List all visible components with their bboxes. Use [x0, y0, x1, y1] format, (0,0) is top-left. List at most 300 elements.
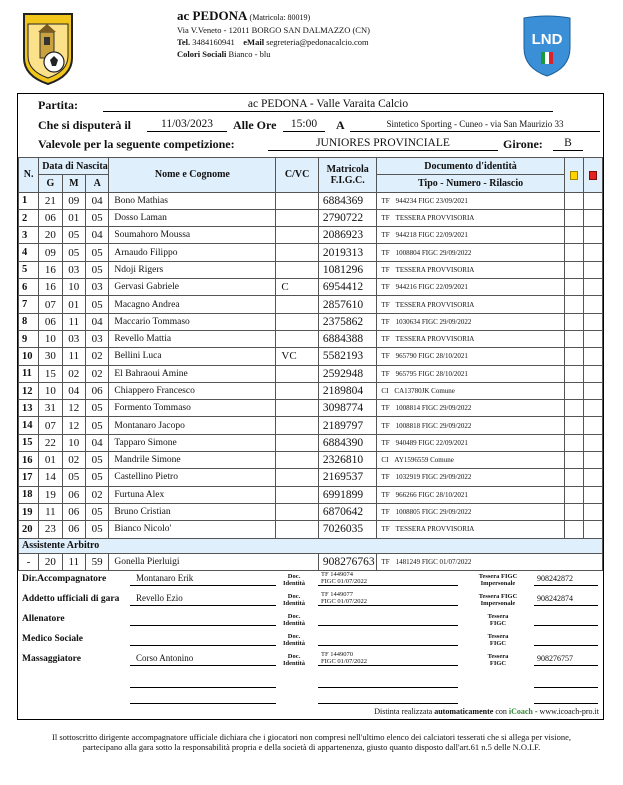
tessera-label-1: Tessera FIGC: [478, 573, 518, 580]
doc-type: TF: [381, 196, 390, 205]
birth-month: 10: [62, 279, 85, 296]
club-name: ac PEDONA: [177, 8, 248, 23]
red-card-cell: [583, 469, 602, 486]
doc-type: CI: [381, 456, 389, 465]
player-name: Tapparo Simone: [109, 434, 276, 451]
staff-section: [18, 566, 603, 696]
row-number: 20: [19, 521, 39, 538]
doc-value: 1481249 FIGC 01/07/2022: [395, 557, 472, 566]
doc-id-2: Identità: [283, 620, 306, 627]
staff-row: [18, 610, 603, 632]
doc-value: CA13780JK Comune: [394, 387, 455, 395]
disclaimer-line-1: Il sottoscritto dirigente accompagnatore ufficiale dichiara che i giocatori non compresi nell'ultimo elenco dei calciatori tesserati che si allega per visione,: [52, 732, 571, 742]
player-document: [377, 382, 564, 399]
player-matricola: 6954412: [318, 279, 377, 296]
player-matricola: 2790722: [318, 209, 377, 226]
table-row: [19, 192, 603, 209]
red-card-cell: [583, 434, 602, 451]
doc-type: TF: [381, 317, 390, 326]
doc-type: TF: [381, 283, 390, 292]
birth-year: 05: [85, 521, 108, 538]
yellow-card-cell: [564, 503, 583, 520]
player-name: Furtuna Alex: [109, 486, 276, 503]
birth-month: 12: [62, 417, 85, 434]
yellow-card-cell: [564, 382, 583, 399]
row-number: 1: [19, 192, 39, 209]
player-name: Maccario Tommaso: [109, 313, 276, 330]
table-row: [19, 227, 603, 244]
credit-line: [374, 707, 599, 716]
birth-year: 05: [85, 417, 108, 434]
captain-mark: [276, 209, 319, 226]
table-row: [19, 279, 603, 296]
yellow-card-cell: [564, 521, 583, 538]
captain-mark: [276, 227, 319, 244]
player-document: [377, 244, 564, 261]
doc-type: TF: [381, 404, 390, 413]
header-a: A: [85, 175, 108, 192]
tessera-label-1: Tessera: [487, 653, 509, 660]
birth-month: 06: [62, 486, 85, 503]
venue-field: Sintetico Sporting - Cuneo - via San Maurizio 33: [350, 118, 600, 132]
birth-day: 16: [39, 279, 62, 296]
birth-year: 05: [85, 400, 108, 417]
doc-value: 944216 FIGC 22/09/2021: [395, 283, 468, 292]
colori-label: Colori Sociali: [177, 49, 227, 59]
doc-value: 966266 FIGC 28/10/2021: [395, 490, 468, 499]
player-document: [377, 400, 564, 417]
staff-name: Montanaro Erik: [130, 572, 276, 586]
captain-mark: [276, 486, 319, 503]
tessera-label-1: Tessera FIGC: [478, 593, 518, 600]
player-matricola: 2592948: [318, 365, 377, 382]
player-document: [377, 209, 564, 226]
players-body: [19, 192, 603, 570]
doc-type: TF: [381, 265, 390, 274]
doc-type: CI: [381, 387, 389, 395]
birth-day: 16: [39, 261, 62, 278]
yellow-card-cell: [564, 469, 583, 486]
table-row: [19, 261, 603, 278]
captain-mark: [276, 503, 319, 520]
birth-year: 05: [85, 244, 108, 261]
table-row: [19, 313, 603, 330]
birth-day: 23: [39, 521, 62, 538]
player-document: [377, 469, 564, 486]
yellow-card-cell: [564, 452, 583, 469]
player-matricola: 3098774: [318, 400, 377, 417]
table-row: [19, 503, 603, 520]
header-birthdate: Data di Nascita: [39, 158, 109, 175]
red-card-cell: [583, 209, 602, 226]
staff-doc: [318, 652, 458, 666]
doc-value: 1008818 FIGC 29/09/2022: [395, 421, 472, 430]
red-card-cell: [583, 521, 602, 538]
email-label: eMail: [243, 37, 265, 47]
birth-month: 12: [62, 400, 85, 417]
competition-label: Valevole per la seguente competizione:: [38, 137, 235, 151]
red-card-cell: [583, 279, 602, 296]
birth-day: 11: [39, 503, 62, 520]
player-name: Macagno Andrea: [109, 296, 276, 313]
yellow-card-cell: [564, 279, 583, 296]
player-name: Chiappero Francesco: [109, 382, 276, 399]
club-tel: 3484160941: [192, 37, 235, 47]
staff-row: [18, 630, 603, 652]
tessera-label-2: Impersonale: [480, 600, 516, 607]
row-number: 11: [19, 365, 39, 382]
birth-year: 05: [85, 452, 108, 469]
player-matricola: 2375862: [318, 313, 377, 330]
doc-value: TESSERA PROVVISORIA: [395, 300, 475, 309]
player-document: [377, 348, 564, 365]
staff-label: Medico Sociale: [22, 634, 83, 644]
player-matricola: 5582193: [318, 348, 377, 365]
player-matricola: 1081296: [318, 261, 377, 278]
player-document: [377, 503, 564, 520]
table-row: [19, 382, 603, 399]
row-number: 12: [19, 382, 39, 399]
staff-tessera: 908242872: [534, 572, 598, 586]
birth-year: 04: [85, 313, 108, 330]
birth-year: 05: [85, 261, 108, 278]
club-info: [177, 10, 370, 60]
player-name: El Bahraoui Amine: [109, 365, 276, 382]
birth-day: 22: [39, 434, 62, 451]
captain-mark: [276, 296, 319, 313]
header-matricola: [318, 158, 377, 193]
time-field: 15:00: [283, 118, 325, 132]
player-document: [377, 452, 564, 469]
player-name: Soumahoro Moussa: [109, 227, 276, 244]
yellow-card-cell: [564, 417, 583, 434]
staff-doc-1: TF 1449074: [321, 571, 353, 578]
birth-day: 01: [39, 452, 62, 469]
blank-line-name: [130, 674, 276, 688]
staff-doc-1: TF 1449070: [321, 651, 353, 658]
red-card-cell: [583, 400, 602, 417]
captain-mark: [276, 452, 319, 469]
player-document: [377, 434, 564, 451]
birth-year: 05: [85, 209, 108, 226]
doc-type: TF: [381, 525, 390, 534]
player-name: Ndoji Rigers: [109, 261, 276, 278]
club-email: segreteria@pedonacalcio.com: [266, 37, 369, 47]
row-number: 18: [19, 486, 39, 503]
girone-label: Girone:: [503, 137, 543, 151]
birth-year: 02: [85, 486, 108, 503]
staff-doc: [318, 572, 458, 586]
player-document: [377, 417, 564, 434]
player-matricola: 6870642: [318, 503, 377, 520]
tel-label: Tel.: [177, 37, 191, 47]
captain-mark: [276, 417, 319, 434]
tessera-label: [464, 573, 532, 587]
doc-type: TF: [381, 248, 390, 257]
table-row: [19, 452, 603, 469]
table-row: [19, 365, 603, 382]
doc-id-label: [283, 633, 305, 647]
player-document: [377, 261, 564, 278]
red-card-cell: [583, 503, 602, 520]
birth-month: 11: [62, 553, 85, 570]
date-label: Che si disputerà il: [38, 118, 132, 132]
staff-name: Corso Antonino: [130, 652, 276, 666]
row-number: -: [19, 553, 39, 570]
player-document: [377, 521, 564, 538]
table-row: [19, 348, 603, 365]
player-document: [377, 313, 564, 330]
birth-day: 19: [39, 486, 62, 503]
doc-id-label: [283, 653, 305, 667]
doc-value: TESSERA PROVVISORIA: [395, 265, 475, 274]
doc-value: TESSERA PROVVISORIA: [395, 214, 475, 223]
staff-row: [18, 650, 603, 672]
birth-month: 10: [62, 434, 85, 451]
player-document: [377, 279, 564, 296]
players-table: [18, 157, 603, 571]
captain-mark: [276, 313, 319, 330]
staff-doc-2: FIGC 01/07/2022: [321, 577, 368, 585]
captain-mark: [276, 244, 319, 261]
row-number: 13: [19, 400, 39, 417]
player-name: Formento Tommaso: [109, 400, 276, 417]
doc-value: 944234 FIGC 23/09/2021: [395, 196, 468, 205]
birth-day: 06: [39, 209, 62, 226]
credit-con: con: [495, 707, 507, 716]
table-row: [19, 521, 603, 538]
partita-label: Partita:: [38, 98, 78, 112]
doc-id-label: [283, 593, 305, 607]
staff-row: [18, 570, 603, 592]
header-n: N.: [19, 158, 39, 193]
table-row: [19, 296, 603, 313]
row-number: 9: [19, 330, 39, 347]
player-document: [377, 296, 564, 313]
red-card-cell: [583, 296, 602, 313]
birth-day: 21: [39, 192, 62, 209]
player-matricola: 6991899: [318, 486, 377, 503]
birth-day: 09: [39, 244, 62, 261]
staff-doc: [318, 612, 458, 626]
row-number: 19: [19, 503, 39, 520]
birth-year: 04: [85, 227, 108, 244]
header-yellow: [564, 158, 583, 193]
birth-day: 20: [39, 553, 62, 570]
club-matricola: (Matricola: 80019): [249, 13, 311, 22]
lnd-text: LND: [531, 31, 563, 48]
yellow-card-cell: [564, 348, 583, 365]
birth-month: 04: [62, 382, 85, 399]
red-card-cell: [583, 227, 602, 244]
row-number: 2: [19, 209, 39, 226]
header-matricola-2: F.I.G.C.: [330, 174, 365, 186]
doc-value: 1008805 FIGC 29/09/2022: [395, 508, 472, 517]
birth-year: 03: [85, 279, 108, 296]
competition-field: JUNIORES PROVINCIALE: [268, 137, 498, 151]
captain-mark: [276, 400, 319, 417]
club-crest-icon: [20, 10, 76, 86]
birth-day: 06: [39, 313, 62, 330]
doc-type: TF: [381, 438, 390, 447]
row-number: 10: [19, 348, 39, 365]
birth-year: 04: [85, 192, 108, 209]
doc-value: 965795 FIGC 28/10/2021: [395, 369, 468, 378]
blank-line-tess: [534, 674, 598, 688]
doc-id-2: Identità: [283, 580, 306, 587]
staff-doc: [318, 592, 458, 606]
date-field: 11/03/2023: [147, 118, 227, 132]
red-card-cell: [583, 261, 602, 278]
red-card-cell: [583, 452, 602, 469]
captain-mark: [276, 521, 319, 538]
doc-value: 944218 FIGC 22/09/2021: [395, 231, 468, 240]
time-label: Alle Ore: [233, 118, 277, 132]
player-document: [377, 365, 564, 382]
birth-month: 09: [62, 192, 85, 209]
birth-day: 31: [39, 400, 62, 417]
yellow-card-cell: [564, 244, 583, 261]
table-row: [19, 244, 603, 261]
doc-id-label: [283, 613, 305, 627]
partita-field: ac PEDONA - Valle Varaita Calcio: [103, 98, 553, 112]
staff-tessera: 908242874: [534, 592, 598, 606]
staff-doc: [318, 632, 458, 646]
birth-day: 15: [39, 365, 62, 382]
disclaimer-line-2: partecipano alla gara sotto la responsabilità propria e della società di appartenenza, giusto quanto disposto dall'art.61 n.5 delle N.O.I.F.: [82, 742, 541, 752]
staff-doc-1: TF 1449077: [321, 591, 353, 598]
assistente-label: Assistente Arbitro: [19, 538, 603, 553]
doc-id-2: Identità: [283, 640, 306, 647]
doc-type: TF: [381, 335, 390, 344]
row-number: 6: [19, 279, 39, 296]
player-matricola: 2019313: [318, 244, 377, 261]
birth-month: 05: [62, 469, 85, 486]
player-matricola: 7026035: [318, 521, 377, 538]
birth-day: 30: [39, 348, 62, 365]
row-number: 17: [19, 469, 39, 486]
birth-day: 20: [39, 227, 62, 244]
lnd-shield-icon: [522, 14, 572, 78]
player-name: Bianco Nicolo': [109, 521, 276, 538]
doc-value: TESSERA PROVVISORIA: [395, 525, 475, 534]
tessera-label: [464, 593, 532, 607]
table-row: [19, 417, 603, 434]
doc-type: TF: [381, 490, 390, 499]
player-document: [377, 330, 564, 347]
staff-doc-2: FIGC 01/07/2022: [321, 597, 368, 605]
row-number: 16: [19, 452, 39, 469]
row-number: 5: [19, 261, 39, 278]
captain-mark: VC: [276, 348, 319, 365]
staff-row: [18, 590, 603, 612]
birth-month: 05: [62, 244, 85, 261]
player-matricola: 6884390: [318, 434, 377, 451]
table-row: [19, 486, 603, 503]
blank-line-name: [130, 690, 276, 704]
header-red: [583, 158, 602, 193]
captain-mark: C: [276, 279, 319, 296]
header-g: G: [39, 175, 62, 192]
birth-day: 14: [39, 469, 62, 486]
doc-id-1: Doc.: [287, 573, 301, 580]
yellow-card-cell: [564, 209, 583, 226]
birth-year: 02: [85, 348, 108, 365]
doc-value: 940489 FIGC 22/09/2021: [395, 438, 468, 447]
birth-month: 06: [62, 503, 85, 520]
row-number: 7: [19, 296, 39, 313]
tessera-label: [464, 613, 532, 627]
tessera-label: [464, 653, 532, 667]
assistente-section: [19, 538, 603, 553]
yellow-card-cell: [564, 192, 583, 209]
player-name: Montanaro Jacopo: [109, 417, 276, 434]
red-card-cell: [583, 382, 602, 399]
red-card-cell: [583, 348, 602, 365]
credit-post: - www.icoach-pro.it: [534, 707, 599, 716]
staff-tessera: [534, 632, 598, 646]
captain-mark: [276, 469, 319, 486]
doc-value: 1032919 FIGC 29/09/2022: [395, 473, 472, 482]
birth-year: 05: [85, 296, 108, 313]
tessera-label-1: Tessera: [487, 633, 509, 640]
red-card-cell: [583, 330, 602, 347]
doc-value: AY1596559 Comune: [394, 456, 454, 465]
row-number: 3: [19, 227, 39, 244]
staff-name: [130, 612, 276, 626]
player-name: Castellino Pietro: [109, 469, 276, 486]
doc-type: TF: [381, 421, 390, 430]
table-row: [19, 330, 603, 347]
staff-label: Dir.Accompagnatore: [22, 574, 107, 584]
yellow-card-icon: [570, 171, 578, 180]
birth-month: 02: [62, 452, 85, 469]
player-name: Gervasi Gabriele: [109, 279, 276, 296]
birth-month: 01: [62, 209, 85, 226]
player-name: Mandrile Simone: [109, 452, 276, 469]
birth-month: 05: [62, 227, 85, 244]
birth-month: 03: [62, 330, 85, 347]
yellow-card-cell: [564, 330, 583, 347]
credit-pre: Distinta realizzata: [374, 707, 433, 716]
red-card-icon: [589, 171, 597, 180]
staff-name: Revello Ezio: [130, 592, 276, 606]
staff-label: Massaggiatore: [22, 654, 81, 664]
captain-mark: [276, 192, 319, 209]
doc-type: TF: [381, 369, 390, 378]
doc-id-1: Doc.: [287, 613, 301, 620]
yellow-card-cell: [564, 434, 583, 451]
birth-day: 10: [39, 330, 62, 347]
tessera-label-2: Impersonale: [480, 580, 516, 587]
header-m: M: [62, 175, 85, 192]
birth-year: 06: [85, 382, 108, 399]
club-colori: Bianco - blu: [228, 49, 271, 59]
tessera-label-2: FIGC: [489, 640, 507, 647]
table-row: [19, 209, 603, 226]
document-header: [0, 0, 623, 92]
yellow-card-cell: [564, 261, 583, 278]
doc-value: 1030634 FIGC 29/09/2022: [395, 317, 472, 326]
header-doc: Documento d'identità: [377, 158, 564, 175]
staff-tessera: [534, 612, 598, 626]
staff-label: Addetto ufficiali di gara: [22, 594, 120, 604]
captain-mark: [276, 330, 319, 347]
doc-value: 1008814 FIGC 29/09/2022: [395, 404, 472, 413]
birth-day: 10: [39, 382, 62, 399]
red-card-cell: [583, 244, 602, 261]
captain-mark: [276, 261, 319, 278]
